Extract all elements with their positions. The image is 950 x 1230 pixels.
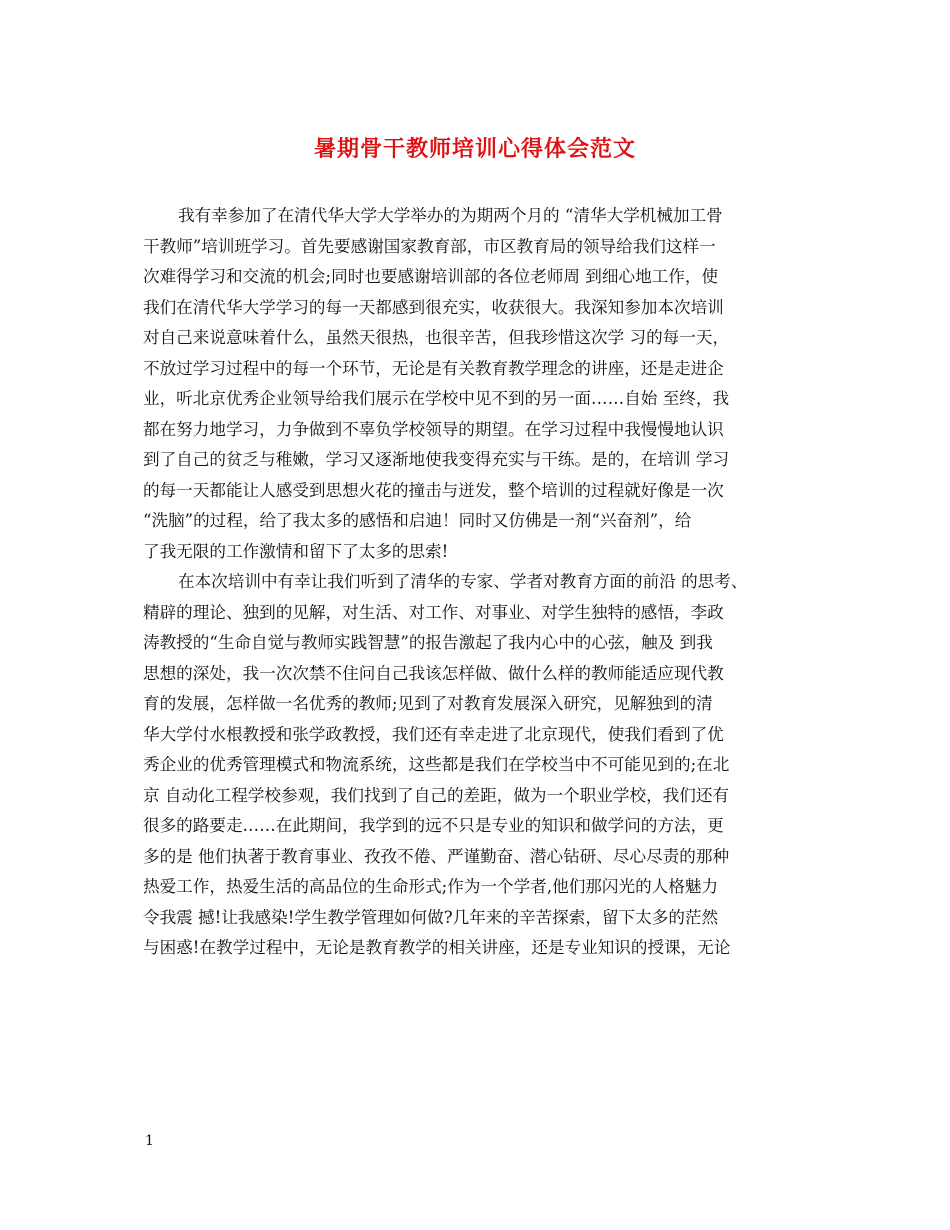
paragraph-line: 令我震 撼!让我感染!学生教学管理如何做?几年来的辛苦探索，留下太多的茫然: [143, 907, 719, 927]
page-number: 1: [145, 1133, 154, 1149]
paragraph-line: 的每一天都能让人感受到思想火花的撞击与迸发，整个培训的过程就好像是一次: [143, 480, 724, 500]
paragraph-line: 很多的路要走……在此期间，我学到的远不只是专业的知识和做学问的方法，更: [143, 816, 724, 835]
paragraph-line: 我们在清代华大学学习的每一天都感到很充实，收获很大。我深知参加本次培训: [143, 297, 724, 317]
paragraph-line: 育的发展，怎样做一名优秀的教师;见到了对教育发展深入研究，见解独到的清: [143, 694, 713, 713]
paragraph-line: 华大学付水根教授和张学政教授，我们还有幸走进了北京现代，使我们看到了优: [143, 724, 724, 744]
paragraph-line: 在本次培训中有幸让我们听到了清华的专家、学者对教育方面的前沿 的思考、: [178, 572, 748, 591]
paragraph-line: 京 自动化工程学校参观，我们找到了自己的差距，做为一个职业学校，我们还有: [143, 785, 730, 805]
paragraph-line: 次难得学习和交流的机会;同时也要感谢培训部的各位老师周 到细心地工作，使: [143, 267, 719, 286]
document-body: [143, 201, 825, 964]
paragraph-line: 我有幸参加了在清代华大学大学举办的为期两个月的 “清华大学机械加工骨: [178, 206, 723, 225]
paragraph-line: 业，听北京优秀企业领导给我们展示在学校中见不到的另一面……自始 至终，我: [143, 389, 730, 408]
paragraph-line: 不放过学习过程中的每一个环节，无论是有关教育教学理念的讲座，还是走进企: [143, 358, 724, 378]
paragraph-line: 多的是 他们执著于教育事业、孜孜不倦、严谨勤奋、潜心钻研、尽心尽责的那种: [143, 846, 730, 866]
paragraph-line: 到了自己的贫乏与稚嫩，学习又逐渐地使我变得充实与干练。是的，在培训 学习: [143, 450, 730, 469]
paragraph-line: 秀企业的优秀管理模式和物流系统，这些都是我们在学校当中不可能见到的;在北: [143, 755, 730, 774]
paragraph-line: 干教师”培训班学习。首先要感谢国家教育部，市区教育局的领导给我们这样一: [143, 236, 716, 256]
paragraph-line: 对自己来说意味着什么，虽然天很热，也很辛苦，但我珍惜这次学 习的每一天，: [143, 328, 730, 347]
paragraph-line: 了我无限的工作激情和留下了太多的思索!: [143, 541, 449, 561]
paragraph-line: “洗脑”的过程，给了我太多的感悟和启迪！同时又仿佛是一剂“兴奋剂”，给: [143, 511, 692, 530]
document-title: 暑期骨干教师培训心得体会范文: [313, 136, 636, 162]
paragraph-line: 涛教授的“生命自觉与教师实践智慧”的报告激起了我内心中的心弦，触及 到我: [143, 633, 713, 652]
paragraph-line: 都在努力地学习，力争做到不辜负学校领导的期望。在学习过程中我慢慢地认识: [143, 419, 724, 439]
paragraph-line: 热爱工作，热爱生活的高品位的生命形式;作为一个学者,他们那闪光的人格魅力: [143, 877, 719, 896]
paragraph-line: 思想的深处，我一次次禁不住问自己我该怎样做、做什么样的教师能适应现代教: [143, 663, 724, 683]
paragraph-line: 精辟的理论、独到的见解，对生活、对工作、对事业、对学生独特的感悟，李政: [143, 602, 724, 622]
paragraph-line: 与困惑!在教学过程中，无论是教育教学的相关讲座，还是专业知识的授课，无论: [143, 938, 731, 957]
